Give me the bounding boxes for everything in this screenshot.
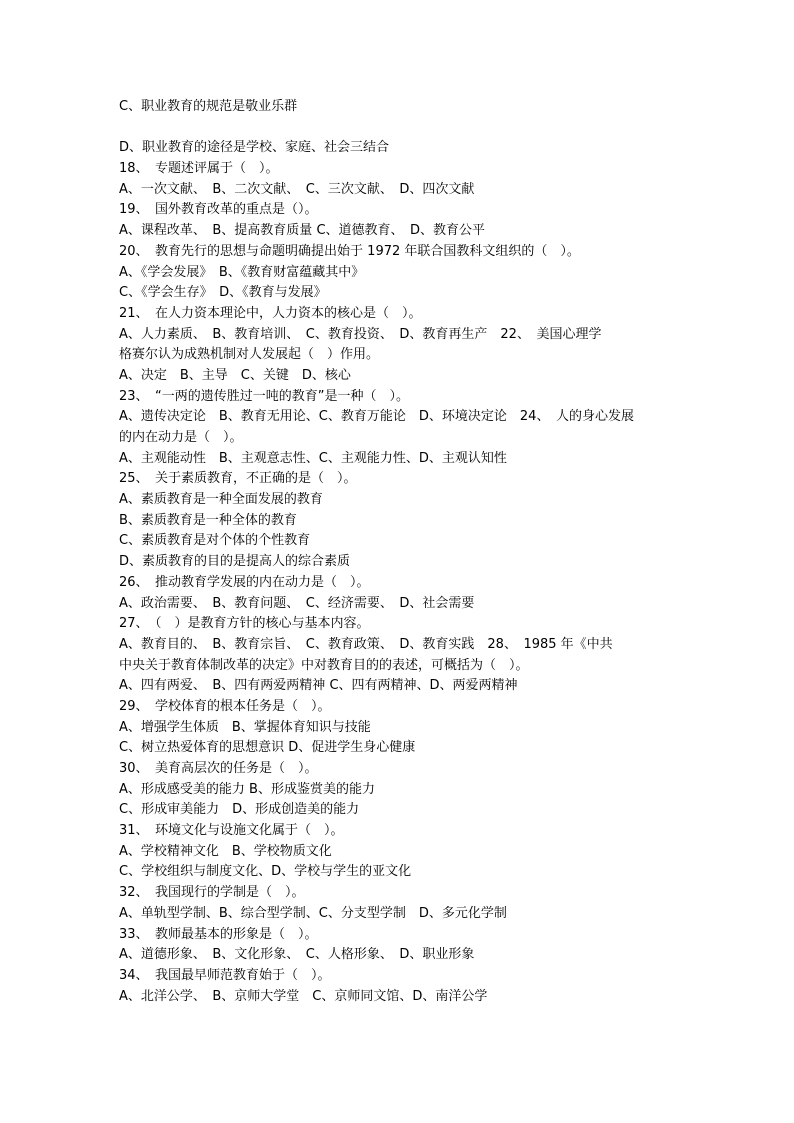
options-30-ab: A、形成感受美的能力 B、形成鉴赏美的能力 [119, 781, 375, 797]
question-31: 31、 环境文化与设施文化属于（ ）。 [119, 823, 344, 839]
question-19: 19、 国外教育改革的重点是（）。 [119, 202, 318, 218]
options-31-cd: C、学校组织与制度文化、D、学校与学生的亚文化 [119, 864, 412, 880]
question-27: 27、 （ ）是教育方针的核心与基本内容。 [119, 616, 370, 632]
options-29-cd: C、树立热爱体育的思想意识 D、促进学生身心健康 [119, 740, 416, 756]
text-line: C、职业教育的规范是敬业乐群 [119, 99, 298, 114]
options-30-cd: C、形成审美能力 D、形成创造美的能力 [119, 802, 360, 818]
options-32: A、单轨型学制、B、综合型学制、C、分支型学制 D、多元化学制 [119, 905, 507, 921]
options-34: A、北洋公学、 B、京师大学堂 C、京师同文馆、D、南洋公学 [119, 988, 488, 1004]
options-18: A、一次文献、 B、二次文献、 C、三次文献、 D、四次文献 [119, 181, 475, 197]
options-28: A、四有两爱、 B、四有两爱两精神 C、四有两精神、D、两爱两精神 [119, 678, 518, 694]
option-25-a: A、素质教育是一种全面发展的教育 [119, 492, 323, 508]
options-21: A、人力素质、 B、教育培训、 C、教育投资、 D、教育再生产 22、 美国心理学 [119, 326, 602, 342]
question-20: 20、 教育先行的思想与命题明确提出始于 1972 年联合国教科文组织的（ ）。 [119, 243, 580, 259]
options-33: A、道德形象、 B、文化形象、 C、人格形象、 D、职业形象 [119, 947, 475, 963]
question-29: 29、 学校体育的根本任务是（ ）。 [119, 698, 331, 714]
question-26: 26、 推动教育学发展的内在动力是（ ）。 [119, 574, 370, 590]
options-27: A、教育目的、 B、教育宗旨、 C、教育政策、 D、教育实践 28、 1985 年《中共 [119, 636, 613, 652]
question-23: 23、 “一两的遗传胜过一吨的教育”是一种（ ）。 [119, 388, 410, 404]
option-25-d: D、素质教育的目的是提高人的综合素质 [119, 554, 351, 570]
option-25-c: C、素质教育是对个体的个性教育 [119, 533, 311, 549]
options-19: A、课程改革、 B、提高教育质量 C、道德教育、 D、教育公平 [119, 223, 486, 239]
option-25-b: B、素质教育是一种全体的教育 [119, 512, 297, 528]
question-28-cont: 中央关于教育体制改革的决定》中对教育目的的表述，可概括为（ ）。 [119, 657, 529, 673]
question-18: 18、 专题述评属于（ ）。 [119, 161, 279, 177]
question-22-cont: 格赛尔认为成熟机制对人发展起（ ）作用。 [119, 347, 380, 363]
options-29-ab: A、增强学生体质 B、掌握体育知识与技能 [119, 719, 371, 735]
options-20-ab: A、《学会发展》 B、《教育财富蕴藏其中》 [119, 264, 365, 280]
options-22: A、决定 B、主导 C、关键 D、核心 [119, 367, 351, 383]
question-25: 25、 关于素质教育，不正确的是（ ）。 [119, 471, 357, 487]
options-24: A、主观能动性 B、主观意志性、C、主观能力性、D、主观认知性 [119, 450, 507, 466]
options-31-ab: A、学校精神文化 B、学校物质文化 [119, 843, 332, 859]
options-23: A、遗传决定论 B、教育无用论、C、教育万能论 D、环境决定论 24、 人的身心发展 [119, 409, 634, 425]
question-34: 34、 我国最早师范教育始于（ ）。 [119, 967, 331, 983]
document-body [119, 97, 679, 1007]
blank-line [119, 118, 679, 139]
question-33: 33、 教师最基本的形象是（ ）。 [119, 926, 318, 942]
question-24-cont: 的内在动力是（ ）。 [119, 430, 243, 445]
question-30: 30、 美育高层次的任务是（ ）。 [119, 761, 318, 776]
options-20-cd: C、《学会生存》 D、《教育与发展》 [119, 285, 327, 301]
question-32: 32、 我国现行的学制是（ ）。 [119, 885, 305, 901]
text-line: D、职业教育的途径是学校、家庭、社会三结合 [119, 140, 390, 156]
options-26: A、政治需要、 B、教育问题、 C、经济需要、 D、社会需要 [119, 595, 475, 611]
question-21: 21、 在人力资本理论中，人力资本的核心是（ ）。 [119, 305, 422, 321]
